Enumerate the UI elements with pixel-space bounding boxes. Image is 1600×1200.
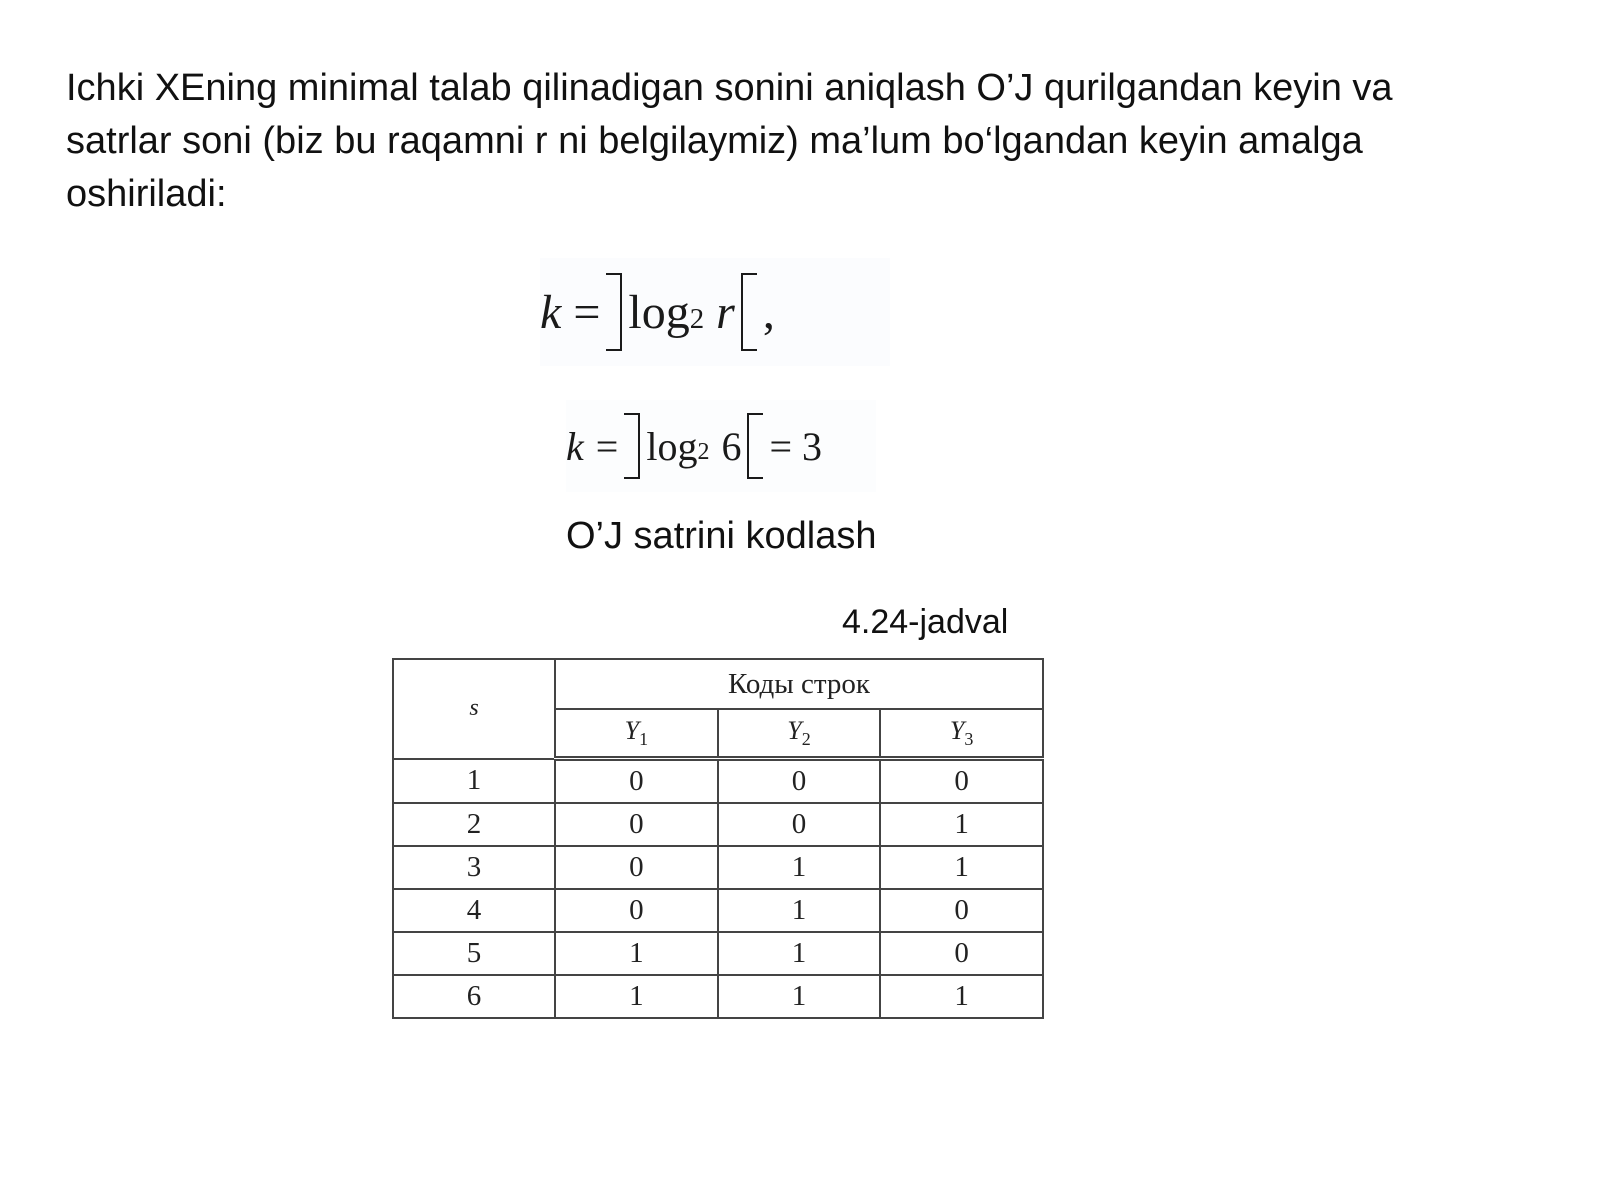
cell-y1: 0 bbox=[555, 846, 718, 889]
table-row bbox=[393, 889, 1043, 932]
cell-s: 1 bbox=[393, 759, 555, 804]
table-row bbox=[393, 932, 1043, 975]
formula-log-base: 2 bbox=[689, 302, 705, 335]
cell-s: 4 bbox=[393, 889, 555, 932]
ceiling-open-bracket bbox=[606, 273, 622, 351]
formula-argument: r bbox=[716, 285, 735, 339]
formula-equals-sign: = bbox=[573, 285, 601, 339]
ceiling-open-bracket bbox=[624, 413, 640, 479]
cell-y3: 1 bbox=[880, 975, 1043, 1018]
column-group-header: Коды строк bbox=[555, 659, 1043, 709]
cell-y1: 1 bbox=[555, 932, 718, 975]
intro-paragraph: Ichki XEning minimal talab qilinadigan sonini aniqlash O’J qurilgandan keyin va satrlar soni (biz bu raqamni r ni belgilaymiz) ma’lum bo‘lgandan keyin amalga oshiriladi: bbox=[66, 67, 1393, 215]
formula-log: log bbox=[646, 423, 698, 469]
cell-s: 2 bbox=[393, 803, 555, 846]
cell-y1: 0 bbox=[555, 759, 718, 804]
cell-y2: 1 bbox=[718, 975, 881, 1018]
cell-y3: 0 bbox=[880, 889, 1043, 932]
table-header-row bbox=[393, 659, 1043, 709]
formula-result: = 3 bbox=[769, 423, 823, 469]
table-row bbox=[393, 759, 1043, 804]
formula-variable-k: k bbox=[566, 423, 584, 469]
cell-y3: 1 bbox=[880, 803, 1043, 846]
column-header-y2: $Y_2$ bbox=[718, 709, 881, 759]
ceiling-close-bracket bbox=[741, 273, 757, 351]
cell-y2: 1 bbox=[718, 932, 881, 975]
ceiling-close-bracket bbox=[747, 413, 763, 479]
cell-s: 6 bbox=[393, 975, 555, 1018]
table-row bbox=[393, 846, 1043, 889]
cell-y2: 1 bbox=[718, 846, 881, 889]
table-row bbox=[393, 803, 1043, 846]
cell-s: 5 bbox=[393, 932, 555, 975]
cell-y1: 0 bbox=[555, 889, 718, 932]
cell-y3: 0 bbox=[880, 932, 1043, 975]
column-header-s: s bbox=[393, 659, 555, 759]
cell-y3: 1 bbox=[880, 846, 1043, 889]
cell-y2: 0 bbox=[718, 803, 881, 846]
table-row bbox=[393, 975, 1043, 1018]
table-caption: O’J satrini kodlash bbox=[566, 515, 877, 557]
column-header-y3: $Y_3$ bbox=[880, 709, 1043, 759]
formula-variable-k: k bbox=[540, 285, 562, 339]
formula-log: log bbox=[628, 285, 690, 339]
formula-comma: , bbox=[762, 285, 775, 339]
cell-y1: 0 bbox=[555, 803, 718, 846]
row-codes-table bbox=[392, 658, 1044, 1019]
cell-y3: 0 bbox=[880, 759, 1043, 804]
formula-general bbox=[540, 258, 890, 366]
formula-log-base: 2 bbox=[697, 438, 710, 465]
formula-argument: 6 bbox=[721, 423, 742, 469]
table-number: 4.24-jadval bbox=[842, 603, 1009, 641]
column-header-y1: $Y_1$ bbox=[555, 709, 718, 759]
cell-y1: 1 bbox=[555, 975, 718, 1018]
cell-y2: 1 bbox=[718, 889, 881, 932]
formula-example bbox=[566, 400, 876, 492]
cell-y2: 0 bbox=[718, 759, 881, 804]
cell-s: 3 bbox=[393, 846, 555, 889]
formula-equals-sign: = bbox=[595, 423, 619, 469]
